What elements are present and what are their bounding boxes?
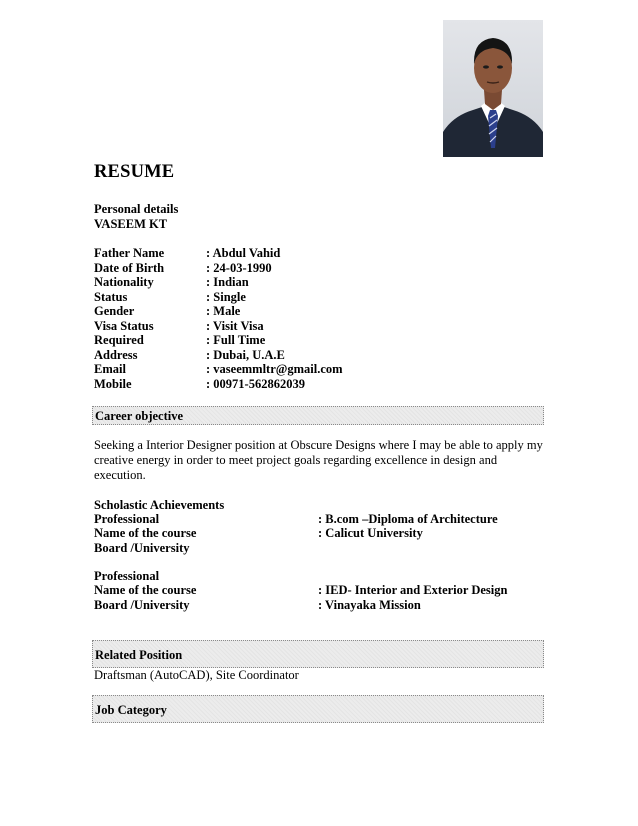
field-label: Status: [94, 290, 128, 304]
field-value: : Dubai, U.A.E: [206, 348, 285, 362]
profile-photo-illustration: [443, 20, 543, 157]
scholastic-label: Name of the course: [94, 526, 197, 540]
scholastic-label: Professional: [94, 569, 160, 583]
scholastic-row: [94, 526, 544, 541]
field-gender: [94, 304, 554, 319]
career-objective-text: Seeking a Interior Designer position at Obscure Designs where I may be able to apply my creative energy in order to meet project goals regarding excellence in design and execution.: [94, 438, 543, 482]
field-label: Visa Status: [94, 319, 154, 333]
field-value: : Abdul Vahid: [206, 246, 281, 260]
scholastic-row: [94, 598, 544, 613]
field-address: [94, 348, 554, 363]
field-value: : 24-03-1990: [206, 261, 272, 275]
field-label: Father Name: [94, 246, 165, 260]
scholastic-value: : IED- Interior and Exterior Design: [318, 583, 508, 597]
field-visa-status: [94, 319, 554, 334]
career-objective-heading: Career objective: [95, 409, 184, 423]
scholastic-row: [94, 569, 544, 584]
field-email: [94, 362, 554, 377]
field-label: Nationality: [94, 275, 154, 289]
field-value: : vaseemmltr@gmail.com: [206, 362, 343, 376]
field-nationality: [94, 275, 554, 290]
field-label: Address: [94, 348, 138, 362]
field-label: Email: [94, 362, 126, 376]
field-status: [94, 290, 554, 305]
scholastic-value: : B.com –Diploma of Architecture: [318, 512, 498, 526]
field-label: Date of Birth: [94, 261, 165, 275]
scholastic-label: Board /University: [94, 541, 190, 555]
field-value: : Visit Visa: [206, 319, 264, 333]
scholastic-row: [94, 583, 544, 598]
candidate-name: VASEEM KT: [94, 217, 168, 231]
field-value: : Male: [206, 304, 241, 318]
related-position-heading: Related Position: [95, 648, 183, 662]
field-label: Gender: [94, 304, 135, 318]
field-value: : Indian: [206, 275, 249, 289]
scholastic-label: Professional: [94, 512, 160, 526]
personal-details-heading: Personal details: [94, 202, 179, 216]
related-position-text: Draftsman (AutoCAD), Site Coordinator: [94, 668, 299, 682]
profile-photo: [443, 20, 543, 157]
field-father-name: [94, 246, 554, 261]
scholastic-value: : Vinayaka Mission: [318, 598, 421, 612]
scholastic-value: : Calicut University: [318, 526, 423, 540]
career-objective-bar: [92, 406, 544, 425]
field-required: [94, 333, 554, 348]
field-date-of-birth: [94, 261, 554, 276]
field-value: : 00971-562862039: [206, 377, 305, 391]
scholastic-label: Name of the course: [94, 583, 197, 597]
related-position-bar: [92, 640, 544, 668]
scholastic-label: Board /University: [94, 598, 190, 612]
scholastic-row: [94, 512, 544, 527]
field-label: Required: [94, 333, 144, 347]
field-value: : Single: [206, 290, 246, 304]
resume-title: RESUME: [94, 162, 175, 182]
field-value: : Full Time: [206, 333, 266, 347]
field-mobile: [94, 377, 554, 392]
job-category-bar: [92, 695, 544, 723]
field-label: Mobile: [94, 377, 132, 391]
job-category-heading: Job Category: [95, 703, 167, 717]
scholastic-heading: Scholastic Achievements: [94, 498, 225, 512]
scholastic-row: [94, 541, 544, 556]
